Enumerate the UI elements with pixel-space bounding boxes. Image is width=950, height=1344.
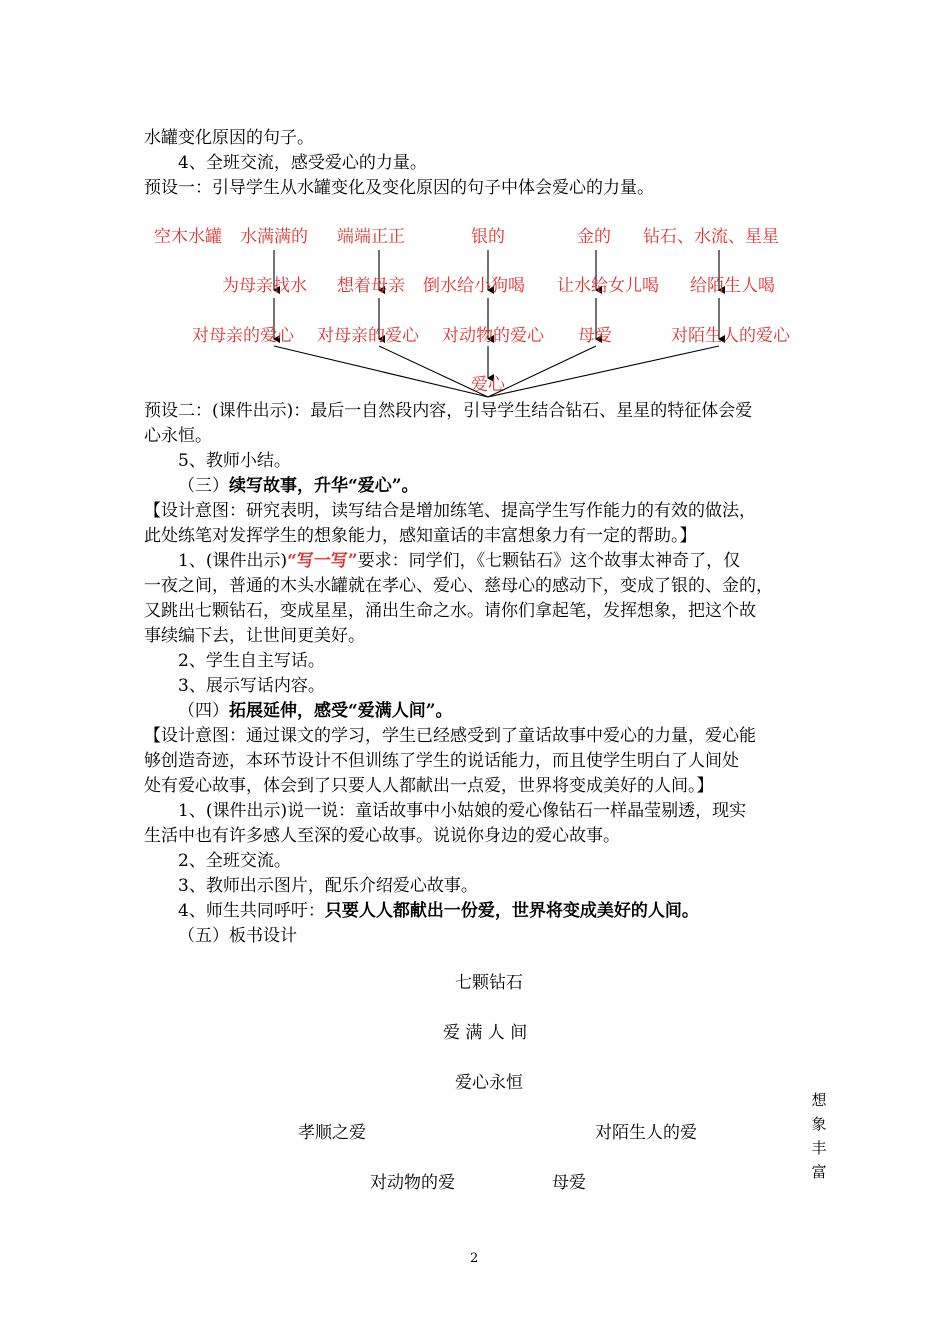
section-heading <box>178 474 419 499</box>
vertical-char: 丰 <box>811 1139 827 1157</box>
text-line: 预设一：引导学生从水罐变化及变化原因的句子中体会爱心的力量。 <box>144 178 654 198</box>
text-line: 此处练笔对发挥学生的想象能力，感知童话的丰富想象力有一定的帮助。】 <box>144 526 697 546</box>
text-line: 3、教师出示图片，配乐介绍爱心故事。 <box>178 876 478 896</box>
diagram-item: 水满满的 <box>240 227 308 247</box>
page-number: 2 <box>470 1251 479 1266</box>
board-item: 孝顺之爱 <box>298 1123 366 1143</box>
text-line: 1、(课件出示)说一说：童话故事中小姑娘的爱心像钻石一样晶莹剔透，现实 <box>178 801 747 821</box>
text-line: 水罐变化原因的句子。 <box>144 128 314 148</box>
text-line: 够创造奇迹，本环节设计不但训练了学生的说话能力，而且使学生明白了人间处 <box>144 751 739 771</box>
text-line: （五）板书设计 <box>178 926 297 946</box>
converge-line <box>274 346 488 397</box>
text-line: 【设计意图：通过课文的学习，学生已经感受到了童话故事中爱心的力量，爱心能 <box>144 726 756 746</box>
text-line <box>178 549 740 574</box>
text-line: 事续编下去，让世间更美好。 <box>144 626 365 646</box>
diagram-item: 钻石、水流、星星 <box>643 227 779 247</box>
text-line: 4、全班交流，感受爱心的力量。 <box>178 153 427 173</box>
text-line: 【设计意图：研究表明，读写结合是增加练笔、提高学生写作能力的有效的做法， <box>144 501 756 521</box>
board-item: 对动物的爱 <box>370 1173 455 1193</box>
text-line: 预设二：(课件出示)：最后一自然段内容，引导学生结合钻石、星星的特征体会爱 <box>144 401 753 421</box>
text-line: 生活中也有许多感人至深的爱心故事。说说你身边的爱心故事。 <box>144 826 620 846</box>
text-segment: 4、师生共同呼吁： <box>178 901 325 921</box>
section-number: （四） <box>178 701 229 721</box>
diagram-item: 空木水罐 <box>154 227 222 247</box>
board-line: 爱心永恒 <box>455 1073 523 1093</box>
diagram-item: 金的 <box>577 227 611 247</box>
vertical-text <box>809 1088 829 1184</box>
diagram-center: 爱心 <box>471 375 505 395</box>
text-segment: 1、(课件出示) <box>178 551 288 571</box>
text-segment: 要求：同学们，《七颗钻石》这个故事太神奇了，仅 <box>357 551 741 571</box>
text-line: 一夜之间，普通的木头水罐就在孝心、爱心、慈母心的感动下，变成了银的、金的， <box>144 576 773 596</box>
text-line <box>178 899 699 924</box>
diagram-item: 端端正正 <box>337 227 405 247</box>
text-line: 处有爱心故事，体会到了只要人人都献出一点爱，世界将变成美好的人间。】 <box>144 776 714 796</box>
vertical-char: 想 <box>811 1091 827 1109</box>
text-line: 又跳出七颗钻石，变成星星，涌出生命之水。请你们拿起笔，发挥想象，把这个故 <box>144 601 756 621</box>
text-line: 5、教师小结。 <box>178 451 291 471</box>
diagram-item: 对母亲的爱心 <box>192 326 294 346</box>
bold-text: 只要人人都献出一份爱，世界将变成美好的人间。 <box>324 901 699 921</box>
section-number: （三） <box>178 476 229 496</box>
section-title: 续写故事，升华“爱心”。 <box>229 476 419 496</box>
diagram-item: 让水给女儿喝 <box>557 276 659 296</box>
diagram-item: 想着母亲 <box>337 276 405 296</box>
diagram-item: 对母亲的爱心 <box>317 326 419 346</box>
diagram-item: 对陌生人的爱心 <box>671 326 790 346</box>
text-line: 2、学生自主写话。 <box>178 651 325 671</box>
diagram-arrows <box>0 0 950 420</box>
text-line: 心永恒。 <box>144 426 212 446</box>
section-title: 拓展延伸，感受“爱满人间”。 <box>229 701 453 721</box>
diagram-item: 母爱 <box>578 326 612 346</box>
board-line: 爱 满 人 间 <box>443 1023 528 1043</box>
section-heading <box>178 699 453 724</box>
diagram-item: 对动物的爱心 <box>442 326 544 346</box>
board-title: 七颗钻石 <box>455 973 523 993</box>
diagram-item: 倒水给小狗喝 <box>423 276 525 296</box>
vertical-char: 富 <box>811 1163 827 1181</box>
highlight-text: “写一写” <box>287 551 358 571</box>
text-line: 3、展示写话内容。 <box>178 676 325 696</box>
diagram-item: 给陌生人喝 <box>690 276 775 296</box>
board-item: 对陌生人的爱 <box>595 1123 697 1143</box>
diagram-item: 银的 <box>471 227 505 247</box>
diagram-item: 为母亲找水 <box>222 276 307 296</box>
converge-line <box>488 346 719 397</box>
board-item: 母爱 <box>552 1173 586 1193</box>
text-line: 2、全班交流。 <box>178 851 291 871</box>
vertical-char: 象 <box>811 1115 827 1133</box>
